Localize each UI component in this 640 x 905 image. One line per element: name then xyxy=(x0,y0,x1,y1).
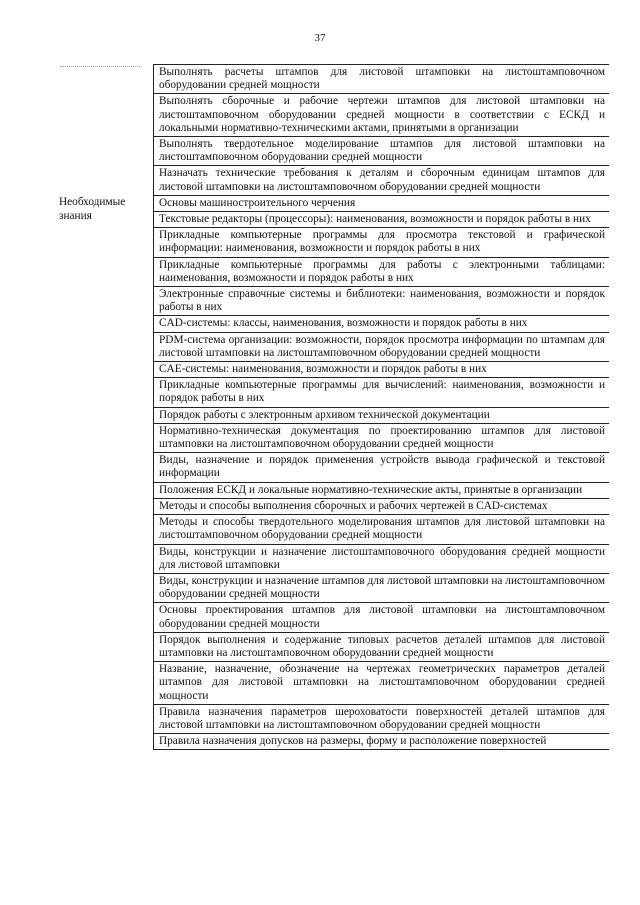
table-cell-text: Электронные справочные системы и библиотеки: наименования, возможности и порядок работы в них xyxy=(154,287,610,316)
table-cell-text: Назначать технические требования к деталям и сборочным единицам штампов для листовой штамповки на листоштамповочном оборудовании средней мощности xyxy=(154,166,610,195)
competency-table xyxy=(57,64,609,750)
competency-table-body xyxy=(57,65,609,750)
table-cell-text: Методы и способы твердотельного моделирования штампов для листовой штамповки на листоштамповочном оборудовании средней мощности xyxy=(154,515,610,544)
table-cell-text: Виды, конструкции и назначение листоштамповочного оборудования средней мощности для листовой штамповки xyxy=(154,544,610,573)
table-cell-text: Методы и способы выполнения сборочных и рабочих чертежей в CAD-системах xyxy=(154,498,610,514)
table-cell-text: Основы машиностроительного черчения xyxy=(154,195,610,211)
table-cell-text: Основы проектирования штампов для листовой штамповки на листоштамповочном оборудовании средней мощности xyxy=(154,603,610,632)
table-cell-text: Правила назначения параметров шероховатости поверхностей деталей штампов для листовой штамповки на листоштамповочном оборудовании средней мощности xyxy=(154,704,610,733)
table-cell-text: Выполнять сборочные и рабочие чертежи штампов для листовой штамповки на листоштамповочном оборудовании средней мощности в соответствии с ЕСКД и локальными нормативно-техническими актами, принятыми в организации xyxy=(154,94,610,137)
table-cell-text: Виды, назначение и порядок применения устройств вывода графической и текстовой информации xyxy=(154,453,610,482)
table-cell-text: Прикладные компьютерные программы для работы с электронными таблицами: наименования, возможности и порядок работы в них xyxy=(154,257,610,286)
table-cell-text: CAD-системы: классы, наименования, возможности и порядок работы в них xyxy=(154,316,610,332)
page-number: 37 xyxy=(314,32,326,44)
table-cell-text: CAE-системы: наименования, возможности и порядок работы в них xyxy=(154,362,610,378)
table-cell-text: Положения ЕСКД и локальные нормативно-технические акты, принятые в организации xyxy=(154,482,610,498)
table-cell-text: Выполнять расчеты штампов для листовой штамповки на листоштамповочном оборудовании средней мощности xyxy=(154,65,610,94)
table-cell-text: Правила назначения допусков на размеры, форму и расположение поверхностей xyxy=(154,734,610,750)
table-cell-text: PDM-система организации: возможности, порядок просмотра информации по штампам для листовой штамповки на листоштамповочном оборудовании средней мощности xyxy=(154,332,610,361)
table-row xyxy=(57,65,609,94)
table-cell-text: Текстовые редакторы (процессоры): наименования, возможности и порядок работы в них xyxy=(154,212,610,228)
section-label: Необходимые знания xyxy=(57,195,154,750)
table-cell-text: Нормативно-техническая документация по проектированию штампов для листовой штамповки на листоштамповочном оборудовании средней мощности xyxy=(154,423,610,452)
table-row xyxy=(57,195,609,211)
table-cell-text: Выполнять твердотельное моделирование штампов для листовой штамповки на листоштамповочном оборудовании средней мощности xyxy=(154,137,610,166)
table-cell-text: Прикладные компьютерные программы для вычислений: наименования, возможности и порядок работы в них xyxy=(154,378,610,407)
table-cell-text: Название, назначение, обозначение на чертежах геометрических параметров деталей штампов для листовой штамповки на листоштамповочном оборудовании средней мощности xyxy=(154,662,610,705)
section-label xyxy=(57,65,154,196)
table-cell-text: Порядок выполнения и содержание типовых расчетов деталей штампов для листовой штамповки на листоштамповочном оборудовании средней мощности xyxy=(154,632,610,661)
table-cell-text: Виды, конструкции и назначение штампов для листовой штамповки на листоштамповочном оборудовании средней мощности xyxy=(154,573,610,602)
table-cell-text: Прикладные компьютерные программы для просмотра текстовой и графической информации: наименования, возможности и порядок работы в них xyxy=(154,228,610,257)
table-cell-text: Порядок работы с электронным архивом технической документации xyxy=(154,407,610,423)
